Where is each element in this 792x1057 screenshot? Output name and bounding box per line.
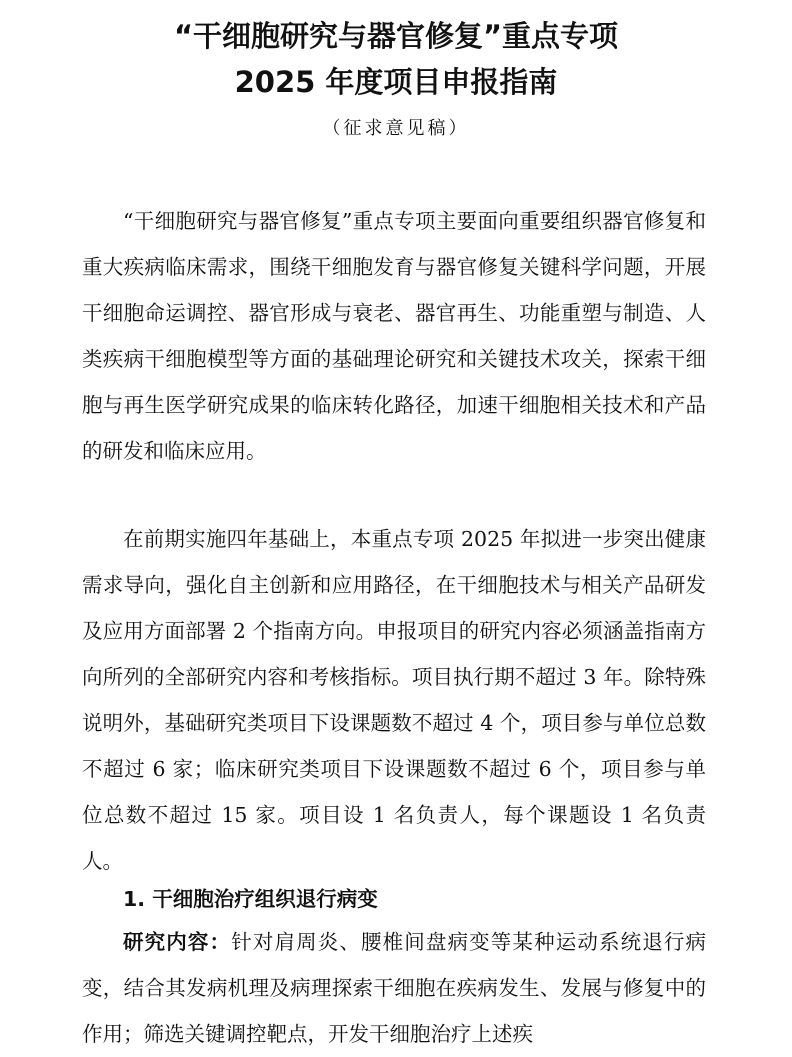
scope-paragraph: 在前期实施四年基础上，本重点专项 2025 年拟进一步突出健康需求导向，强化自主创新和应用路径，在干细胞技术与相关产品研发及应用方面部署 2 个指南方向。申报项目的研究内容必须涵盖指南方向所列的全部研究内容和考核指标。项目执行期不超过 3 年。除特殊说明外，基础研究类项目下设课题数不超过 4 个，项目参与单位总数不超过 6 家；临床研究类项目下设课题数不超过 6 个，项目参与单位总数不超过 15 家。项目设 1 名负责人，每个课题设 1 名负责人。 (82, 527, 706, 873)
research-content-paragraph (82, 919, 706, 1057)
section-heading: 1. 干细胞治疗组织退行病变 (123, 887, 378, 911)
document-title-line-1: “干细胞研究与器官修复”重点专项 (173, 19, 619, 53)
intro-paragraph: “干细胞研究与器官修复”重点专项主要面向重要组织器官修复和重大疾病临床需求，围绕干细胞发育与器官修复关键科学问题，开展干细胞命运调控、器官形成与衰老、器官再生、功能重塑与制造、人类疾病干细胞模型等方面的基础理论研究和关键技术攻关，探索干细胞与再生医学研究成果的临床转化路径，加速干细胞相关技术和产品的研发和临床应用。 (82, 209, 706, 463)
research-content-label: 研究内容： (123, 930, 232, 954)
research-content-text: 针对肩周炎、腰椎间盘病变等某种运动系统退行病变，结合其发病机理及病理探索干细胞在疾病发生、发展与修复中的作用；筛选关键调控靶点，开发干细胞治疗上述疾 (82, 930, 707, 1046)
document-subtitle: （征求意见稿） (322, 118, 470, 139)
document-title-line-2: 2025 年度项目申报指南 (234, 65, 558, 99)
